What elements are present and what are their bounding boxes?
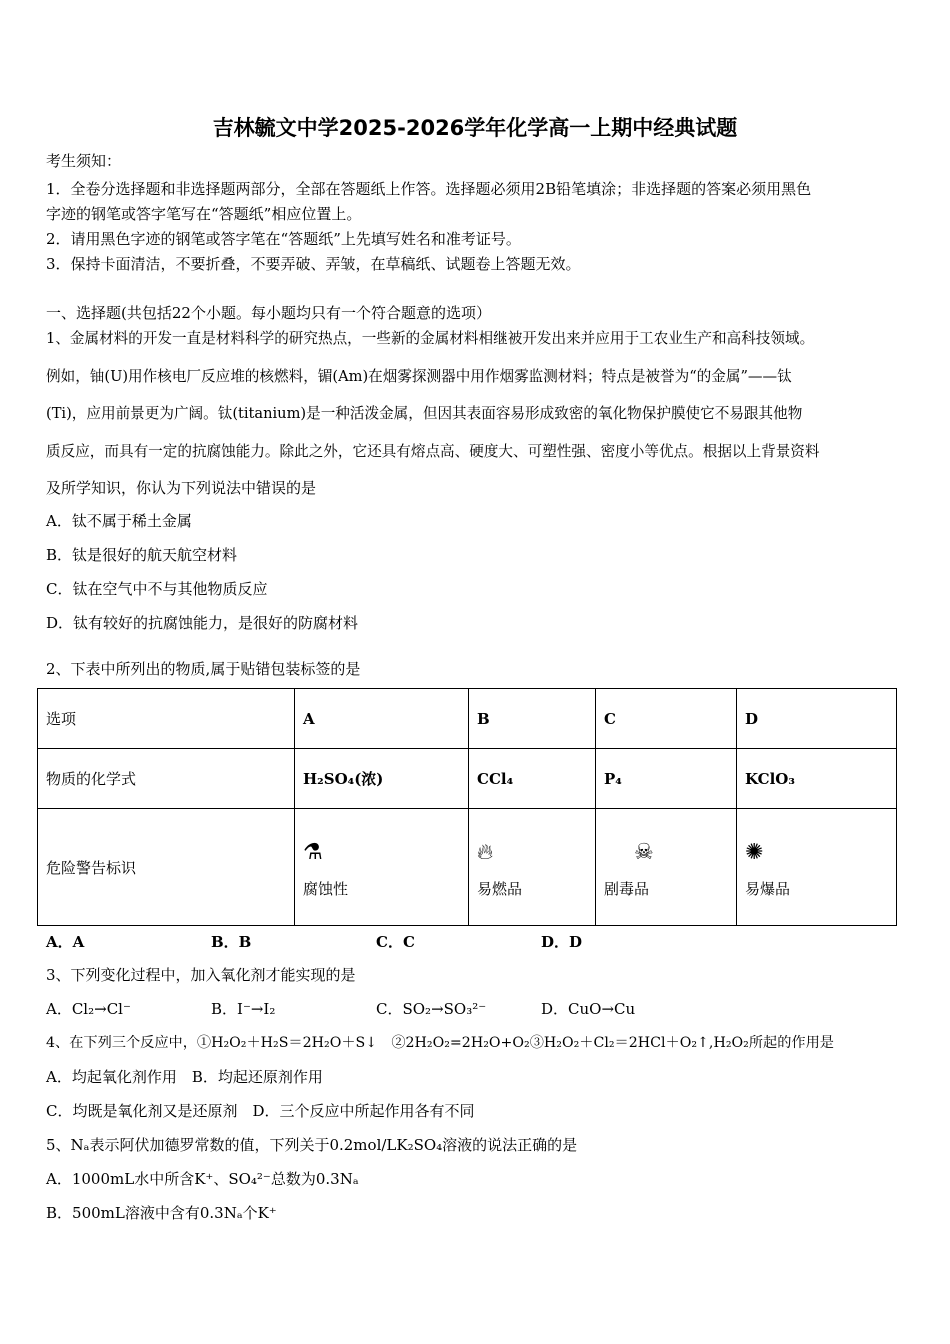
page-title: 吉林毓文中学2025-2026学年化学高一上期中经典试题 xyxy=(212,116,738,140)
q2-stem: 2、下表中所列出的物质,属于贴错包装标签的是 xyxy=(46,660,361,678)
q2-option-d: D．D xyxy=(541,933,583,951)
q1-line: (Ti)，应用前景更为广阔。钛(titanium)是一种活泼金属，但因其表面容易形成致密的氧化物保护膜使它不易跟其他物 xyxy=(46,405,803,422)
cell xyxy=(596,809,737,926)
q4-options-cd: C．均既是氧化剂又是还原剂 D．三个反应中所起作用各有不同 xyxy=(46,1102,475,1120)
cell: D xyxy=(737,689,897,749)
q1-line: 质反应，而具有一定的抗腐蚀能力。除此之外，它还具有熔点高、硬度大、可塑性强、密度小等优点。根据以上背景资料 xyxy=(46,443,820,460)
cell: P₄ xyxy=(596,749,737,809)
notice-line: 字迹的钢笔或答字笔写在“答题纸”相应位置上。 xyxy=(46,205,362,223)
cell: C xyxy=(596,689,737,749)
q1-option-d: D．钛有较好的抗腐蚀能力，是很好的防腐材料 xyxy=(46,614,359,632)
q3-option-b: B．I⁻→I₂ xyxy=(211,1000,276,1018)
notice-line: 1．全卷分选择题和非选择题两部分，全部在答题纸上作答。选择题必须用2B铅笔填涂；非选择题的答案必须用黑色 xyxy=(46,180,812,198)
q3-option-c: C．SO₂→SO₃²⁻ xyxy=(376,1000,487,1018)
q1-line: 1、金属材料的开发一直是材料科学的研究热点，一些新的金属材料相继被开发出来并应用于工农业生产和高科技领域。 xyxy=(46,330,815,347)
q3-option-a: A．Cl₂→Cl⁻ xyxy=(46,1000,131,1018)
q1-line: 例如，铀(U)用作核电厂反应堆的核燃料，镅(Am)在烟雾探测器中用作烟雾监测材料；特点是被誉为“的金属”——钛 xyxy=(46,368,792,385)
q5-option-a: A．1000mL水中所含K⁺、SO₄²⁻总数为0.3Nₐ xyxy=(46,1170,359,1188)
corrosive-icon: ⚗ xyxy=(303,839,323,865)
cell: KClO₃ xyxy=(737,749,897,809)
cell: B xyxy=(469,689,596,749)
q1-option-b: B．钛是很好的航天航空材料 xyxy=(46,546,238,564)
row-header: 物质的化学式 xyxy=(38,749,295,809)
notice-line: 3．保持卡面清洁，不要折叠，不要弄破、弄皱，在草稿纸、试题卷上答题无效。 xyxy=(46,255,581,273)
q2-option-b: B．B xyxy=(211,933,252,951)
label: 易燃品 xyxy=(477,879,523,898)
section-heading: 一、选择题(共包括22个小题。每小题均只有一个符合题意的选项） xyxy=(46,304,491,322)
q1-option-c: C．钛在空气中不与其他物质反应 xyxy=(46,580,268,598)
notice-line: 2．请用黑色字迹的钢笔或答字笔在“答题纸”上先填写姓名和准考证号。 xyxy=(46,230,521,248)
q3-option-d: D．CuO→Cu xyxy=(541,1000,636,1018)
table-row xyxy=(38,809,897,926)
cell xyxy=(295,809,469,926)
cell: A xyxy=(295,689,469,749)
q4-options-ab: A．均起氧化剂作用 B．均起还原剂作用 xyxy=(46,1068,323,1086)
label: 剧毒品 xyxy=(604,879,650,898)
skull-icon: ☠ xyxy=(634,839,654,865)
table-row xyxy=(38,689,897,749)
notice-heading: 考生须知： xyxy=(46,152,122,170)
q2-option-c: C．C xyxy=(376,933,415,951)
q1-option-a: A．钛不属于稀土金属 xyxy=(46,512,192,530)
explosive-icon: ✺ xyxy=(745,839,764,865)
label: 易爆品 xyxy=(745,879,791,898)
q5-option-b: B．500mL溶液中含有0.3Nₐ个K⁺ xyxy=(46,1204,277,1222)
cell: CCl₄ xyxy=(469,749,596,809)
cell: H₂SO₄(浓) xyxy=(295,749,469,809)
q4-stem: 4、在下列三个反应中，①H₂O₂＋H₂S＝2H₂O＋S↓ ②2H₂O₂=2H₂O+O₂③H₂O₂＋Cl₂＝2HCl＋O₂↑,H₂O₂所起的作用是 xyxy=(46,1035,834,1051)
q5-stem: 5、Nₐ表示阿伏加德罗常数的值，下列关于0.2mol/LK₂SO₄溶液的说法正确的是 xyxy=(46,1136,578,1154)
row-header: 危险警告标识 xyxy=(38,809,295,926)
flame-icon: 🔥︎ xyxy=(477,839,494,865)
row-header: 选项 xyxy=(38,689,295,749)
q1-line: 及所学知识，你认为下列说法中错误的是 xyxy=(46,479,317,497)
hazard-table xyxy=(37,688,897,926)
table-row xyxy=(38,749,897,809)
cell xyxy=(469,809,596,926)
q2-option-a: A．A xyxy=(46,933,85,951)
cell xyxy=(737,809,897,926)
label: 腐蚀性 xyxy=(303,879,349,898)
q3-stem: 3、下列变化过程中，加入氧化剂才能实现的是 xyxy=(46,966,356,984)
